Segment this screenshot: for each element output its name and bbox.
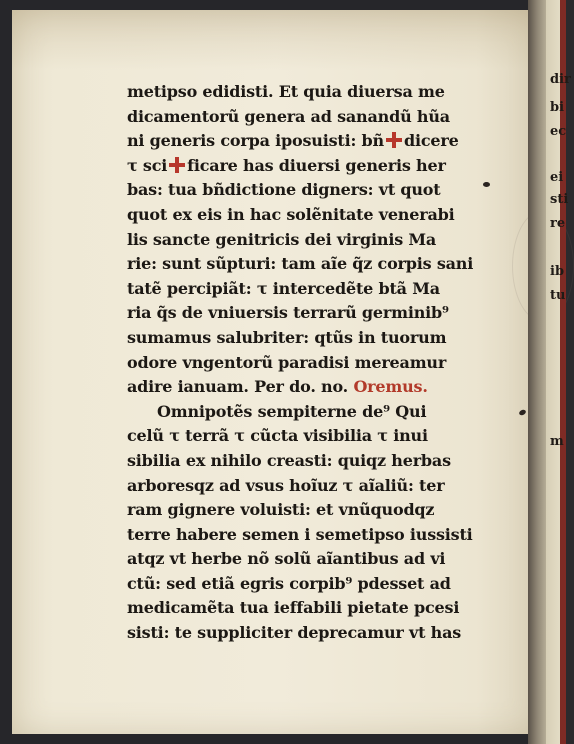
text-line: ram gignere voluisti: et vnũquodqz — [127, 500, 435, 520]
text-line: celũ τ terrã τ cũcta visibilia τ inui — [127, 426, 428, 446]
text-span: dicere — [403, 131, 459, 151]
adjacent-text: dir — [550, 72, 571, 87]
adjacent-text: sti — [550, 192, 569, 207]
rubric-heading: Oremus. — [353, 377, 428, 397]
adjacent-text: m — [550, 434, 564, 449]
adjacent-text: ec — [550, 124, 567, 139]
text-line: Omnipotẽs sempiterne de⁹ Qui — [157, 401, 427, 421]
text-line — [127, 129, 497, 154]
text-line: lis sancte genitricis dei virginis Ma — [127, 229, 437, 249]
adjacent-page-edge — [546, 0, 571, 744]
ink-spot — [518, 409, 526, 416]
text-line: bas: tua bñdictione digners: vt quot — [127, 180, 441, 200]
text-line: sisti: te suppliciter deprecamur vt has — [127, 623, 462, 643]
text-line: odore vngentorũ paradisi mereamur — [127, 352, 447, 372]
adjacent-text: re — [550, 216, 566, 231]
adjacent-text: bi — [550, 100, 565, 115]
text-line: sibilia ex nihilo creasti: quiqz herbas — [127, 450, 451, 470]
text-line: atqz vt herbe nõ solũ aĩantibus ad vi — [127, 549, 446, 569]
adjacent-text: ei — [550, 170, 564, 185]
book-page — [12, 10, 540, 734]
text-line — [127, 375, 497, 400]
text-line: dicamentorũ genera ad sanandũ hũa — [127, 106, 450, 126]
text-line: metipso edidisti. Et quia diuersa me — [127, 82, 445, 101]
cross-icon — [386, 132, 402, 148]
adjacent-text: tu — [550, 288, 566, 303]
text-line: tatẽ percipiãt: τ intercedẽte btã Ma — [127, 278, 440, 298]
text-line: arboresqz ad vsus hoĩuz τ aĩaliũ: ter — [127, 475, 445, 495]
text-span: ni generis corpa iposuisti: bñ — [127, 131, 384, 151]
text-line — [127, 154, 497, 179]
text-line: quot ex eis in hac solẽnitate venerabi — [127, 204, 455, 224]
text-line: rie: sunt sũpturi: tam aĩe q̃z corpis sani — [127, 254, 474, 274]
text-line: medicamẽta tua ieffabili pietate pcesi — [127, 598, 460, 618]
text-line: ria q̃s de vniuersis terrarũ germinib⁹ — [127, 303, 449, 323]
text-span: adire ianuam. Per do. no. — [127, 377, 349, 397]
adjacent-text: ib — [550, 264, 565, 279]
text-line: terre habere semen i semetipso iussisti — [127, 524, 473, 544]
text-line: ctũ: sed etiã egris corpib⁹ pdesset ad — [127, 573, 451, 593]
text-block — [127, 80, 497, 646]
text-span: ficare has diuersi generis her — [187, 155, 446, 175]
text-span: τ sci — [127, 155, 168, 175]
text-line: sumamus salubriter: qtũs in tuorum — [127, 327, 447, 347]
cross-icon — [169, 157, 185, 173]
